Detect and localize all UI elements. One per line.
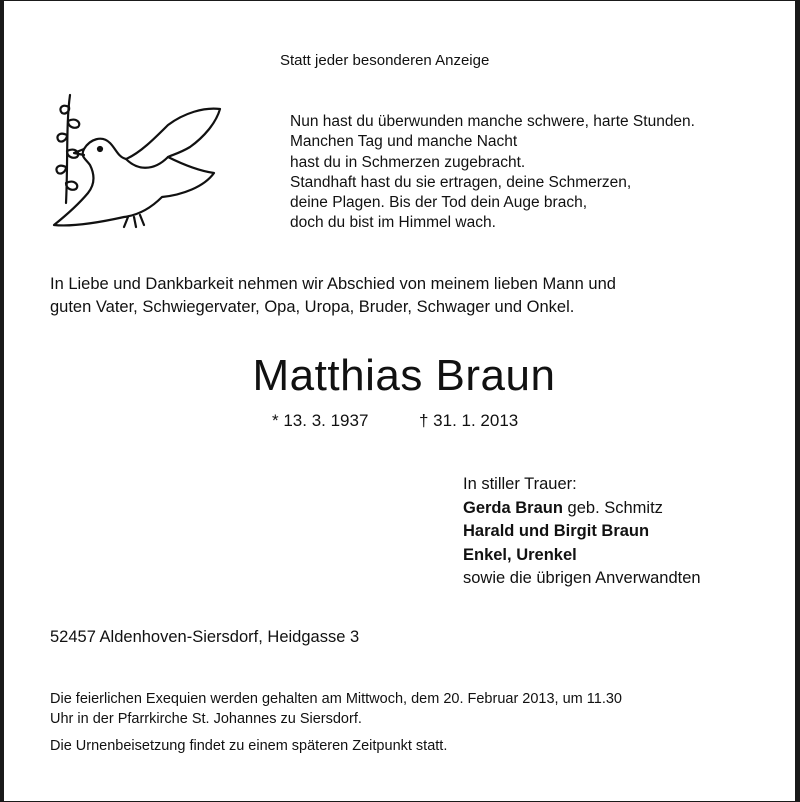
mourner-line [463,544,701,568]
funeral-info [50,690,622,729]
intro-line: In Liebe und Dankbarkeit nehmen wir Abschied von meinem lieben Mann und [50,275,616,293]
funeral-line: Uhr in der Pfarrkirche St. Johannes zu Siersdorf. [50,710,362,727]
poem-line: hast du in Schmerzen zugebracht. [290,153,526,171]
mourner-line [463,497,701,521]
poem-line: Manchen Tag und manche Nacht [290,133,518,151]
poem-line: Standhaft hast du sie ertragen, deine Schmerzen, [290,173,632,191]
mourner-name: Harald und Birgit Braun [463,522,650,541]
mourners-heading: In stiller Trauer: [463,475,577,493]
mourner-maiden-name: geb. Schmitz [562,498,663,517]
mourner-name: Gerda Braun [463,498,563,517]
header-note: Statt jeder besonderen Anzeige [280,52,490,69]
birth-date: * 13. 3. 1937 [272,411,369,430]
intro-text [50,273,616,319]
poem-line: Nun hast du überwunden manche schwere, harte Stunden. [290,113,695,130]
funeral-line: Die feierlichen Exequien werden gehalten am Mittwoch, dem 20. Februar 2013, um 11.30 [50,691,622,707]
poem-line: doch du bist im Himmel wach. [290,214,496,232]
poem [290,112,695,234]
address: 52457 Aldenhoven-Siersdorf, Heidgasse 3 [50,628,360,646]
deceased-name: Matthias Braun [252,351,556,400]
mourner-line: sowie die übrigen Anverwandten [463,569,701,588]
intro-line: guten Vater, Schwiegervater, Opa, Uropa, Bruder, Schwager und Onkel. [50,298,575,316]
dove-icon [44,93,226,229]
poem-line: deine Plagen. Bis der Tod dein Auge brach, [290,194,588,212]
mourner-name: Enkel, Urenkel [463,545,577,564]
death-date: † 31. 1. 2013 [419,411,519,430]
mourner-line [463,520,701,544]
urn-note: Die Urnenbeisetzung findet zu einem späteren Zeitpunkt statt. [50,738,448,754]
mourners-block [463,473,701,591]
